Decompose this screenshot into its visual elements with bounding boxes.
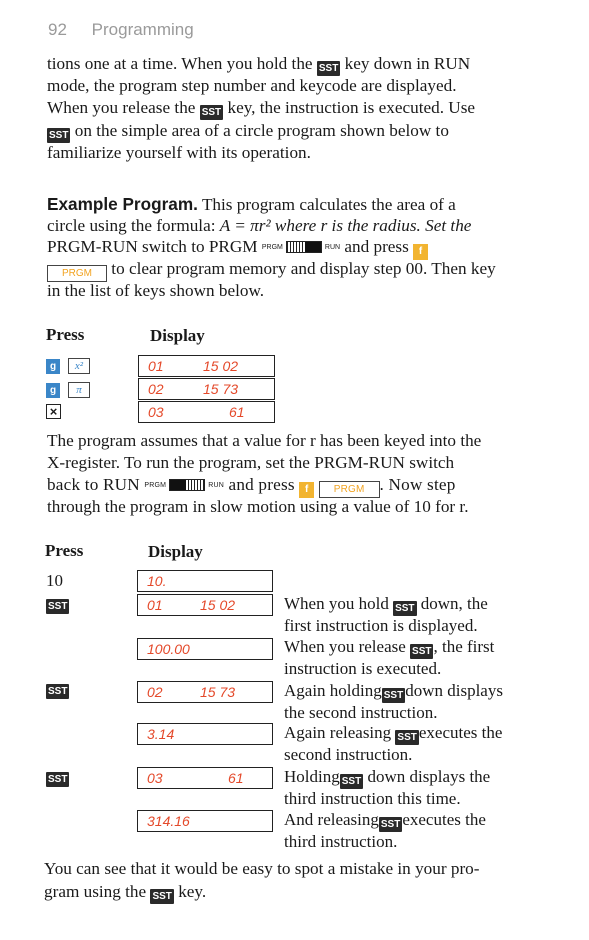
sst-key-icon: SST (48, 601, 68, 612)
intro-line-2: mode, the program step number and keycode are displayed. (47, 76, 457, 95)
middle-line-3: back to RUN PRGM RUN and press f PRGM . Now step (47, 474, 547, 498)
sst-key-icon: SST (412, 646, 432, 657)
sst-key-icon: SST (395, 603, 415, 614)
sst-key-icon: SST (397, 732, 417, 743)
example-heading: Example Program. (47, 194, 198, 214)
prgm-key-icon: PRGM (319, 481, 380, 498)
closing-line-1: You can see that it would be easy to spot a mistake in your pro- (44, 859, 480, 878)
sst-key-icon: SST (201, 107, 222, 118)
example-line-4: PRGM to clear program memory and display step 00. Then key (47, 258, 547, 282)
prgm-run-switch-icon: PRGM RUN (144, 475, 224, 497)
display-column-header: Display (148, 542, 203, 561)
press-sst-1 (46, 594, 69, 614)
entry-value: 10 (46, 571, 63, 590)
display-row-3: 03 61 (138, 401, 275, 423)
f-key-icon: f (413, 244, 428, 260)
pi-key-icon: π (68, 382, 90, 398)
display-value-6: 03 61 (137, 767, 273, 789)
middle-line-4: through the program in slow motion using a value of 10 for r. (47, 497, 469, 516)
display-value-5: 3.14 (137, 723, 273, 745)
press-row-3 (46, 403, 61, 421)
middle-line-1: The program assumes that a value for r has been keyed into the (47, 431, 482, 450)
g-key-icon: g (46, 359, 60, 374)
sst-key-icon: SST (48, 774, 68, 785)
press-column-header: Press (46, 325, 85, 344)
sst-key-icon: SST (48, 686, 68, 697)
example-line-1: Example Program. This program calculates the area of a (47, 194, 456, 214)
example-line-5: in the list of keys shown below. (47, 281, 265, 300)
intro-line-3: When you release the SST key, the instruction is executed. Use (47, 98, 476, 118)
prgm-run-switch-icon: PRGM RUN (262, 237, 340, 259)
page-number: 92 (48, 20, 67, 39)
display-row-1: 01 15 02 (138, 355, 275, 377)
sst-key-icon: SST (152, 891, 172, 902)
intro-line-4: SST on the simple area of a circle program shown below to (49, 121, 449, 141)
sst-key-icon: SST (380, 819, 401, 830)
g-key-icon: g (46, 383, 60, 398)
display-value-1: 10. (137, 570, 273, 592)
display-row-2: 02 15 73 (138, 378, 275, 400)
multiply-key-icon: × (46, 404, 61, 419)
description-4: Again releasing SST executes the second instruction. (284, 723, 503, 764)
intro-line-1: tions one at a time. When you hold the SST key down in RUN (47, 54, 471, 74)
display-value-7: 314.16 (137, 810, 273, 832)
press-sst-3 (46, 767, 69, 787)
display-value-4: 02 15 73 (137, 681, 273, 703)
press-sst-2 (46, 679, 69, 699)
example-line-3: PRGM-RUN switch to PRGM PRGM RUN and press f (47, 236, 547, 260)
description-1: When you hold SST down, the first instruction is displayed. (284, 594, 488, 635)
description-6: And releasing SST executes the third instruction. (284, 810, 486, 851)
prgm-key-icon: PRGM (47, 265, 107, 282)
description-2: When you release SST , the first instruction is executed. (284, 637, 495, 678)
page-header (48, 20, 194, 40)
sst-key-icon: SST (318, 63, 339, 74)
display-column-header: Display (150, 326, 205, 345)
x-squared-key-icon: x² (68, 358, 90, 374)
f-key-icon: f (299, 482, 314, 498)
description-3: Again holding SST down displays the second instruction. (284, 681, 503, 722)
intro-line-5: familiarize yourself with its operation. (47, 143, 311, 162)
middle-line-2: X-register. To run the program, set the PRGM-RUN switch (47, 453, 455, 472)
press-row-1 (46, 356, 90, 374)
sst-key-icon: SST (341, 776, 362, 787)
display-value-3: 100.00 (137, 638, 273, 660)
display-value-2: 01 15 02 (137, 594, 273, 616)
sst-key-icon: SST (383, 690, 404, 701)
press-row-2 (46, 380, 90, 398)
description-5: Holding SST down displays the third instruction this time. (284, 767, 491, 808)
example-line-2: circle using the formula: A = πr² where r is the radius. Set the (47, 216, 472, 235)
sst-key-icon: SST (49, 130, 69, 141)
press-column-header: Press (45, 541, 84, 560)
closing-line-2: gram using the SST key. (44, 882, 207, 902)
section-title: Programming (91, 20, 194, 39)
